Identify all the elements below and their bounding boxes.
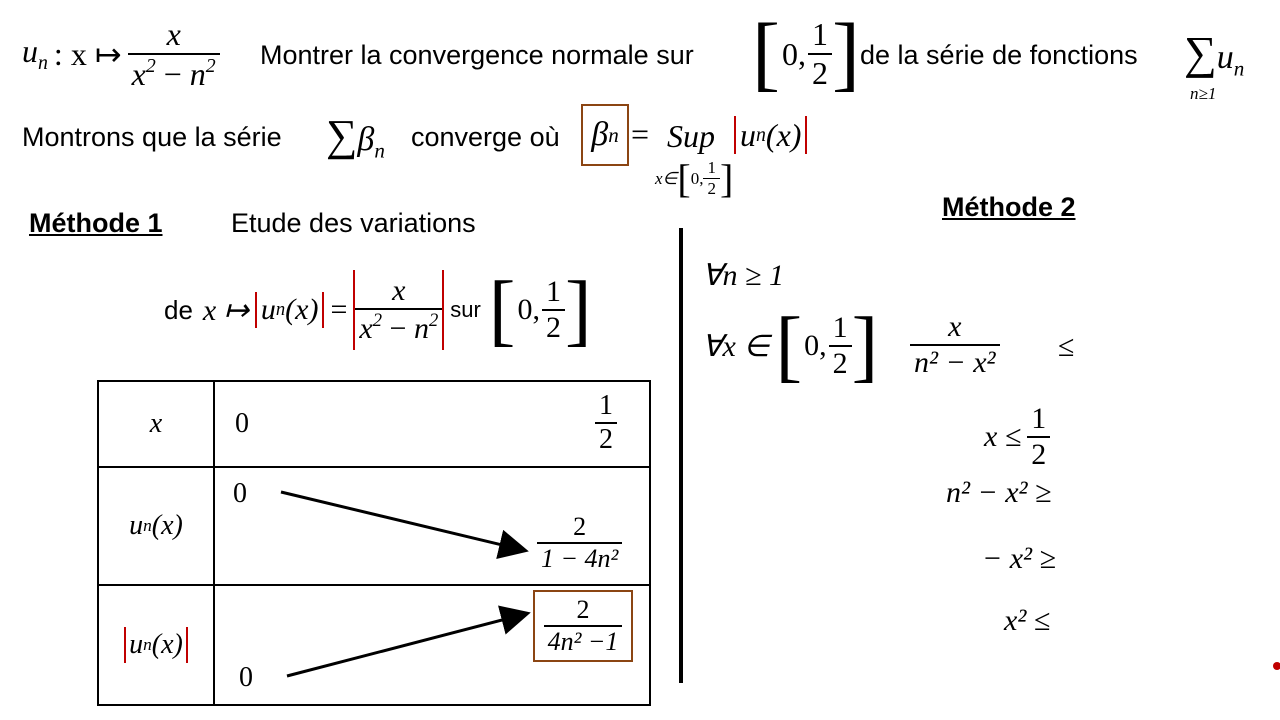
sup-subscript: x∈ [ 0, $\frac{1}{2}$ ] xyxy=(655,155,734,201)
maps-to: : x ↦ xyxy=(53,36,122,73)
abs-un-end-box: $\frac{2}{\text{4n² −1}}$ xyxy=(533,590,633,662)
row-label-abs-un: u n (x) xyxy=(99,586,213,704)
un-start: 0 xyxy=(233,478,247,509)
sup-operator: Sup xyxy=(667,118,715,154)
method1-title: Méthode 1 xyxy=(29,208,163,238)
statement-text: Montrer la convergence normale sur xyxy=(260,40,694,70)
x-start: 0 xyxy=(235,408,249,439)
variation-table xyxy=(97,380,651,706)
table-row-x xyxy=(98,381,650,467)
line2-text-2: converge où xyxy=(411,122,560,152)
method2-fraction: $\frac{x}{\text{n² − x²}}$ xyxy=(910,310,1000,380)
forall-x: ∀x ∈ [ 0, $\frac{1}{2}$ ] xyxy=(702,302,879,390)
x-leq-half: x ≤ $\frac{1}{2}$ xyxy=(984,402,1050,472)
un-definition xyxy=(22,16,220,93)
vertical-divider xyxy=(679,228,683,683)
un-end: $\frac{2}{\text{1 − 4n²}}$ xyxy=(537,512,622,574)
method1-subtitle: Etude des variations xyxy=(231,208,476,238)
ineq-x2: x² ≤ xyxy=(1004,604,1051,637)
line2-text: Montrons que la série xyxy=(22,122,282,152)
interval-header: [ 0, $\frac{1}{2}$ ] xyxy=(752,7,860,100)
table-row-un xyxy=(98,467,650,585)
method1-expression: de x ↦ u n (x) = $\frac{x}{x^2 - n^2}$ sur [ 0, $\frac{1}{2}$ ] xyxy=(164,266,592,354)
beta-n-box: β n xyxy=(581,104,629,166)
row-label-x: x xyxy=(149,408,163,439)
table-row-abs-un xyxy=(98,585,650,705)
abs-un-start: 0 xyxy=(239,662,253,693)
sum-index: n≥1 xyxy=(1190,84,1217,103)
sum-beta: $\sum\beta_n$ xyxy=(326,111,385,163)
method2-leq: ≤ xyxy=(1058,330,1075,363)
row-label-un: u n (x) xyxy=(129,510,183,541)
abs-un: u n (x) xyxy=(734,116,807,154)
method2-title: Méthode 2 xyxy=(942,192,1076,222)
statement-text-2: de la série de fonctions xyxy=(860,40,1138,70)
un-fraction: $\frac{x}{x^2 - n^2}$ xyxy=(128,16,220,93)
pointer-dot xyxy=(1273,662,1280,670)
ineq-n2-x2: n² − x² ≥ xyxy=(946,476,1052,509)
un-symbol: $u_n$ xyxy=(22,33,48,75)
ineq-minus-x2: − x² ≥ xyxy=(982,542,1057,575)
x-end: $\frac{1}{2}$ xyxy=(595,390,617,456)
equals-sign: = xyxy=(631,116,650,152)
forall-n: ∀n ≥ 1 xyxy=(702,259,784,292)
series-sum: $\sum u_n$ xyxy=(1184,27,1245,81)
